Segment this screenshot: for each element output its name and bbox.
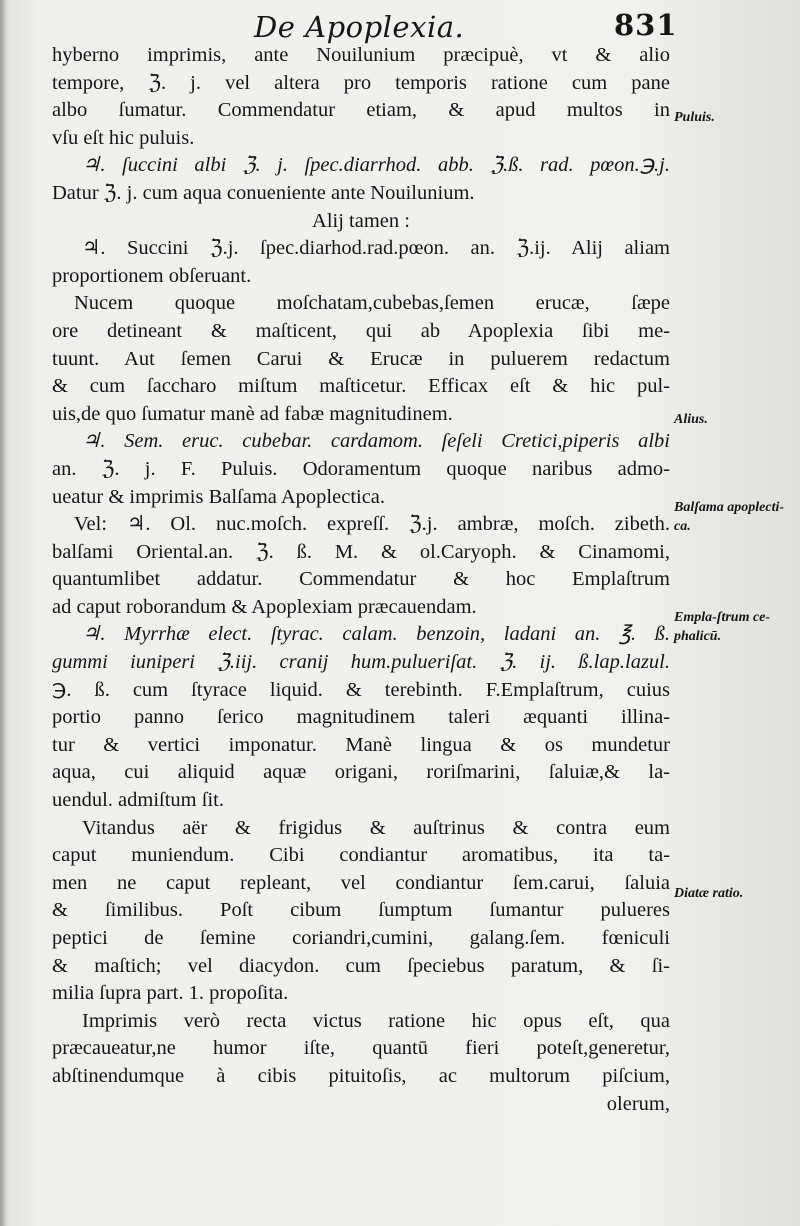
text-line: caput muniendum. Cibi condiantur aromatibus, ita ta- [52, 844, 670, 867]
text-line: proportionem obſeruant. [52, 264, 252, 287]
margin-note-alius: Alius. [674, 412, 708, 427]
margin-note-balsama: Balſama apoplecti-ca. [674, 500, 785, 534]
body-text [52, 42, 670, 1118]
text-line: tur & vertici imponatur. Manè lingua & os mundetur [52, 733, 670, 756]
text-line: balſami Oriental.an. ℨ. ß. M. & ol.Caryoph. & Cinamomi, [52, 540, 670, 563]
margin-note-emplastrum: Empla-ſtrum ce-phalicū. [674, 610, 771, 644]
text-line: abſtinendumque à cibis pituitoſis, ac multorum piſcium, [52, 1064, 670, 1087]
recipe-line: gummi iuniperi ℨ.iij. cranij hum.pulueriſat. ℨ. ij. ß.lap.lazul. [52, 651, 670, 674]
running-title: De Apoplexia. [254, 10, 465, 44]
text-line: ℈. ß. cum ſtyrace liquid. & terebinth. F.Emplaſtrum, cuius [52, 678, 670, 701]
recipe-line: ♃. Sem. eruc. cubebar. cardamom. ſeſeli Cretici,piperis albi [82, 430, 670, 453]
text-line: Datur ℨ. j. cum aqua conueniente ante Nouilunium. [52, 181, 475, 204]
text-line: & ſimilibus. Poſt cibum ſumptum ſumantur pulueres [52, 899, 670, 922]
recipe-line: ♃. Myrrhæ elect. ſtyrac. calam. benzoin, ladani an. ℥. ß. [82, 623, 670, 646]
recipe-line: ♃. ſuccini albi ℨ. j. ſpec.diarrhod. abb. ℨ.ß. rad. pœon.℈.j. [82, 154, 670, 177]
text-line: hyberno imprimis, ante Nouilunium præcipuè, vt & alio [52, 44, 670, 66]
text-line: Alij tamen : [312, 209, 410, 232]
text-line: ore detineant & maſticent, qui ab Apoplexia ſibi me- [52, 319, 670, 342]
text-line: Imprimis verò recta victus ratione hic opus eſt, qua [82, 1009, 670, 1032]
catchword: olerum, [606, 1092, 670, 1115]
text-line: Nucem quoque moſchatam,cubebas,ſemen erucæ, ſæpe [74, 292, 670, 315]
text-line: milia ſupra part. 1. propoſita. [52, 982, 289, 1005]
text-line: albo ſumatur. Commendatur etiam, & apud multos in [52, 99, 670, 122]
text-line: an. ℨ. j. F. Puluis. Odoramentum quoque naribus admo- [52, 457, 670, 480]
page-number: 831 [614, 8, 678, 42]
recipe-line: ♃. Succini ℨ.j. ſpec.diarhod.rad.pœon. an. ℨ.ij. Alij aliam [82, 237, 670, 260]
recipe-line: Vel: ♃. Ol. nuc.moſch. expreſſ. ℨ.j. ambræ, moſch. zibeth. [74, 513, 670, 536]
text-line: ueatur & imprimis Balſama Apoplectica. [52, 485, 386, 508]
running-header [0, 6, 800, 44]
margin-note-diaeta: Diatæ ratio. [674, 886, 744, 901]
text-line: & cum ſaccharo miſtum maſticetur. Efficax eſt & hic pul- [52, 375, 670, 398]
text-line: portio panno ſerico magnitudinem taleri æquanti illina- [52, 706, 670, 729]
text-line: peptici de ſemine coriandri,cumini, galang.ſem. fœniculi [52, 927, 670, 949]
text-line: vſu eſt hic puluis. [52, 126, 195, 149]
text-line: tuunt. Aut ſemen Carui & Erucæ in puluerem redactum [52, 347, 670, 370]
text-line: uendul. admiſtum ſit. [52, 789, 224, 812]
scan-edge-shadow [0, 0, 6, 1226]
text-line: præcaueatur,ne humor iſte, quantū fieri poteſt,generetur, [52, 1037, 670, 1060]
text-line: aqua, cui aliquid aquæ origani, roriſmarini, ſaluiæ,& la- [52, 761, 670, 784]
text-line: uis,de quo ſumatur manè ad fabæ magnitudinem. [52, 402, 453, 425]
text-line: Vitandus aër & frigidus & auſtrinus & contra eum [82, 816, 670, 839]
text-line: ad caput roborandum & Apoplexiam præcauendam. [52, 595, 477, 618]
text-line: men ne caput repleant, vel condiantur ſem.carui, ſaluia [52, 871, 670, 894]
text-line: tempore, ℨ. j. vel altera pro temporis ratione cum pane [52, 71, 670, 94]
text-line: quantumlibet addatur. Commendatur & hoc Emplaſtrum [52, 568, 670, 591]
margin-note-puluis: Puluis. [674, 110, 715, 125]
text-line: & maſtich; vel diacydon. cum ſpeciebus paratum, & ſi- [52, 954, 670, 977]
